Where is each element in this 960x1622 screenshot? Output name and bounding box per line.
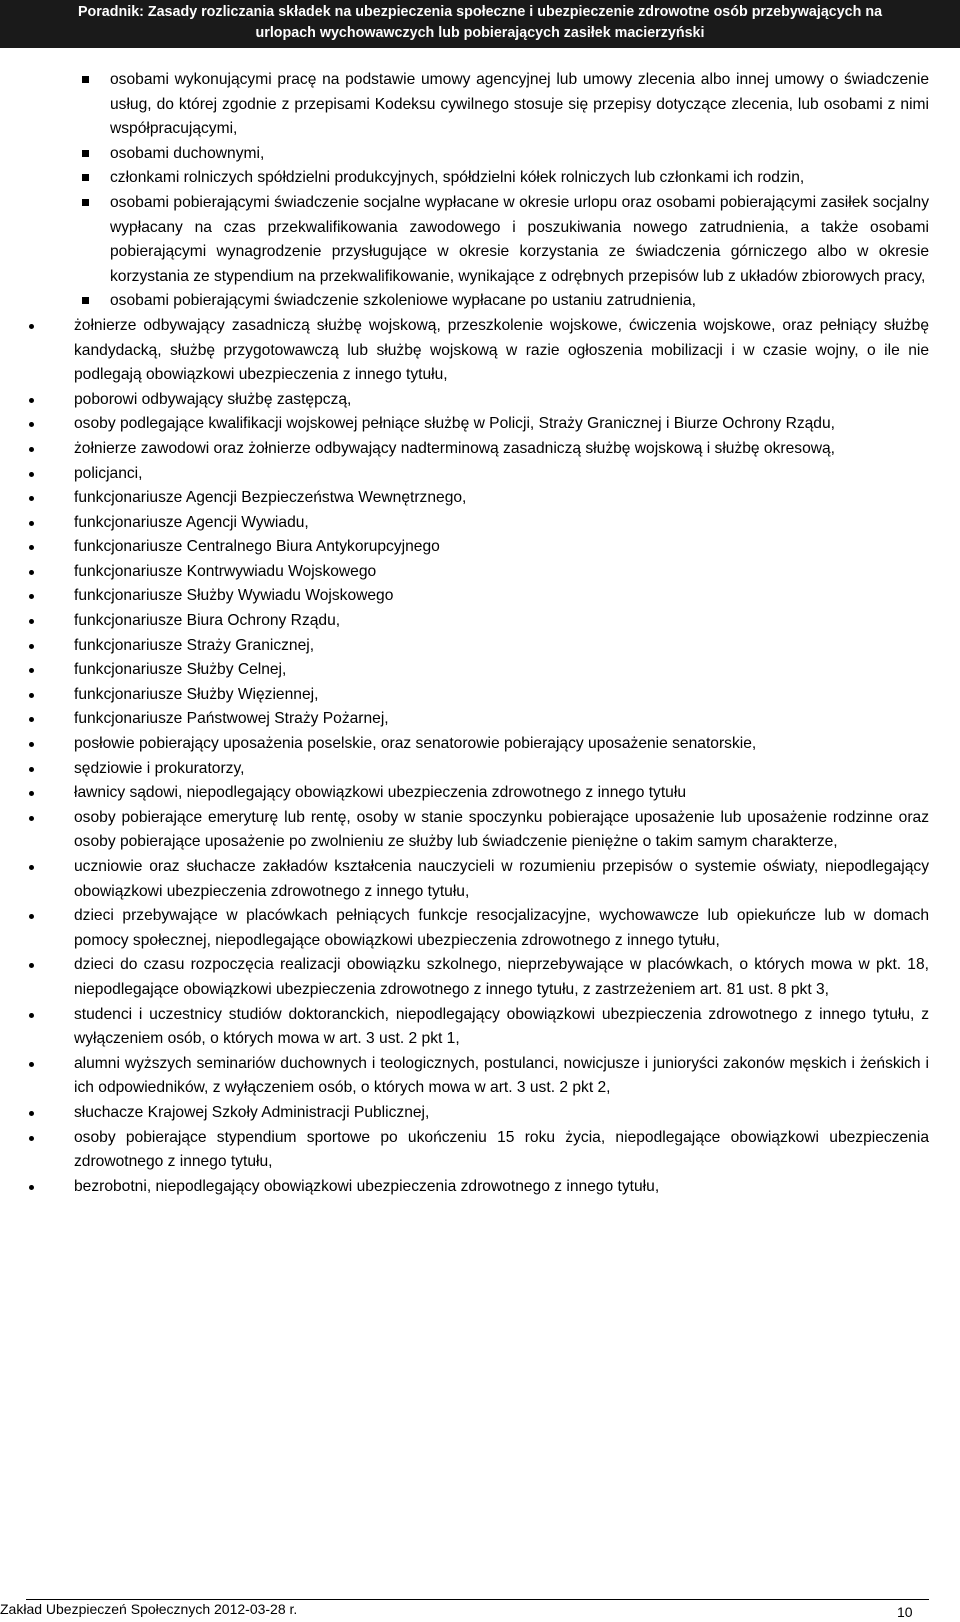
list-item [26, 707, 929, 732]
list-item [26, 1052, 929, 1101]
bullet-dot-icon [29, 668, 34, 673]
list-item-text: posłowie pobierający uposażenia poselskie, oraz senatorowie pobierający uposażenie senatorskie, [74, 735, 757, 753]
bullet-dot-icon [29, 742, 34, 747]
bullet-dot-icon [29, 324, 34, 329]
sub-list-item [26, 68, 929, 142]
list-item [26, 511, 929, 536]
bullet-dot-icon [29, 1062, 34, 1067]
list-item-text: osoby pobierające stypendium sportowe po ukończeniu 15 roku życia, niepodlegające obowiązkowi ubezpieczenia zdrowotnego z innego tytułu, [74, 1128, 929, 1171]
square-bullet-icon [82, 199, 89, 206]
bullet-dot-icon [29, 791, 34, 796]
sub-list-item [26, 191, 929, 289]
bullet-dot-icon [29, 398, 34, 403]
list-item [26, 462, 929, 487]
list-item [26, 953, 929, 1002]
bullet-dot-icon [29, 693, 34, 698]
list-item-text: alumni wyższych seminariów duchownych i teologicznych, postulanci, nowicjusze i junioryści zakonów męskich i żeńskich i ich odpowiedników, z wyłączeniem osób, o których mowa w art. 3 ust. 2 pkt 2, [74, 1054, 929, 1097]
bullet-dot-icon [29, 644, 34, 649]
bullet-dot-icon [29, 521, 34, 526]
bullet-dot-icon [29, 914, 34, 919]
list-item [26, 412, 929, 437]
list-item [26, 609, 929, 634]
list-item [26, 1003, 929, 1052]
list-item-text: osoby podlegające kwalifikacji wojskowej pełniące służbę w Policji, Straży Granicznej i Biurze Ochrony Rządu, [74, 415, 835, 433]
document-body [26, 68, 929, 1199]
footer-organization-date: Zakład Ubezpieczeń Społecznych 2012-03-28 r. [0, 1601, 298, 1617]
list-item-text: ławnicy sądowi, niepodlegający obowiązkowi ubezpieczenia zdrowotnego z innego tytułu [74, 784, 686, 802]
list-item-text: funkcjonariusze Straży Granicznej, [74, 636, 315, 654]
bullet-dot-icon [29, 422, 34, 427]
list-item [26, 584, 929, 609]
bullet-dot-icon [29, 472, 34, 477]
bullet-dot-icon [29, 767, 34, 772]
list-item [26, 683, 929, 708]
list-item-text: osobami pobierającymi świadczenie szkoleniowe wypłacane po ustaniu zatrudnienia, [110, 292, 696, 310]
list-item [26, 732, 929, 757]
sub-list-item [26, 166, 929, 191]
list-item-text: dzieci do czasu rozpoczęcia realizacji obowiązku szkolnego, nieprzebywające w placówkach, o których mowa w pkt. 18, niepodlegające obowiązkowi ubezpieczenia zdrowotnego z innego tytułu, z zastrzeżeniem art. 81 ust. 8 pkt 3, [74, 956, 929, 998]
list-item-text: osobami pobierającymi świadczenie socjalne wypłacane w okresie urlopu oraz osobami pobierającymi zasiłek socjalny wypłacany na czas przekwalifikowania zawodowego i poszukiwania nowego zatrudnienia, a także osobami pobierającymi wynagrodzenie przysługujące w okresie korzystania ze świadczenia górniczego albo w okresie korzystania ze stypendium na przekwalifikowanie, wynikające z odrębnych przepisów lub z układów zbiorowych pracy, [110, 193, 929, 285]
list-item [26, 1101, 929, 1126]
bullet-dot-icon [29, 545, 34, 550]
list-item [26, 904, 929, 953]
list-item-text: żołnierze zawodowi oraz żołnierze odbywający nadterminową zasadniczą służbę wojskową i służbę okresową, [74, 439, 836, 457]
list-item [26, 535, 929, 560]
list-item [26, 388, 929, 413]
list-item-text: studenci i uczestnicy studiów doktoranckich, niepodlegający obowiązkowi ubezpieczenia zdrowotnego z innego tytułu, z wyłączeniem osób, o których mowa w art. 3 ust. 2 pkt 1, [74, 1005, 929, 1048]
list-item-text: funkcjonariusze Agencji Bezpieczeństwa Wewnętrznego, [74, 489, 467, 507]
list-item-text: bezrobotni, niepodlegający obowiązkowi ubezpieczenia zdrowotnego z innego tytułu, [74, 1177, 660, 1195]
bullet-dot-icon [29, 496, 34, 501]
list-item [26, 1126, 929, 1175]
list-item [26, 781, 929, 806]
bullet-dot-icon [29, 570, 34, 575]
list-item-text: żołnierze odbywający zasadniczą służbę wojskową, przeszkolenie wojskowe, ćwiczenia wojskowe, oraz pełniący służbę kandydacką, służbę przygotowawczą lub służbę wojskową w razie ogłoszenia mobilizacji i w czasie wojny, o ile nie podlegają obowiązkowi ubezpieczenia z innego tytułu, [74, 316, 929, 384]
list-item [26, 855, 929, 904]
bullet-dot-icon [29, 619, 34, 624]
list-item-text: funkcjonariusze Agencji Wywiadu, [74, 513, 309, 531]
square-bullet-icon [82, 174, 89, 181]
list-item-text: słuchacze Krajowej Szkoły Administracji Publicznej, [74, 1103, 430, 1121]
list-item-text: funkcjonariusze Służby Więziennej, [74, 685, 319, 703]
list-item [26, 658, 929, 683]
list-item-text: funkcjonariusze Służby Wywiadu Wojskowego [74, 587, 394, 605]
square-bullet-sublist [26, 68, 929, 314]
bullet-dot-icon [29, 1013, 34, 1018]
list-item-text: funkcjonariusze Państwowej Straży Pożarnej, [74, 710, 389, 728]
list-item-text: osobami duchownymi, [110, 144, 265, 162]
list-item [26, 1175, 929, 1200]
list-item-text: funkcjonariusze Centralnego Biura Antykorupcyjnego [74, 538, 440, 556]
page-header [0, 0, 960, 48]
square-bullet-icon [82, 150, 89, 157]
list-item-text: funkcjonariusze Biura Ochrony Rządu, [74, 612, 341, 630]
list-item-text: osobami wykonującymi pracę na podstawie umowy agencyjnej lub umowy zlecenia albo innej umowy o świadczenie usług, do której zgodnie z przepisami Kodeksu cywilnego stosuje się przepisy dotyczące zlecenia, lub osobami z nimi współpracującymi, [110, 71, 929, 138]
bullet-dot-icon [29, 447, 34, 452]
bullet-dot-icon [29, 1111, 34, 1116]
page-number: 10 [897, 1604, 913, 1620]
bullet-dot-icon [29, 594, 34, 599]
list-item-text: funkcjonariusze Kontrwywiadu Wojskowego [74, 562, 377, 580]
list-item-text: funkcjonariusze Służby Celnej, [74, 661, 287, 679]
sub-list-item [26, 289, 929, 314]
bullet-dot-icon [29, 717, 34, 722]
list-item-text: sędziowie i prokuratorzy, [74, 759, 245, 777]
list-item [26, 437, 929, 462]
list-item [26, 806, 929, 855]
header-title-line-2: urlopach wychowawczych lub pobierających zasiłek macierzyński [255, 25, 705, 41]
bullet-dot-icon [29, 1136, 34, 1141]
list-item [26, 560, 929, 585]
sub-list-item [26, 142, 929, 167]
list-item-text: dzieci przebywające w placówkach pełniących funkcje resocjalizacyjne, wychowawcze lub opiekuńcze lub w domach pomocy społecznej, niepodlegające obowiązkowi ubezpieczenia zdrowotnego z innego tytułu, [74, 907, 929, 949]
list-item-text: uczniowie oraz słuchacze zakładów kształcenia nauczycieli w rozumieniu przepisów o systemie oświaty, niepodlegający obowiązkowi ubezpieczenia zdrowotnego z innego tytułu, [74, 858, 929, 900]
list-item-text: poborowi odbywający służbę zastępczą, [74, 390, 352, 408]
list-item-text: policjanci, [74, 464, 143, 482]
bullet-dot-icon [29, 865, 34, 870]
list-item [26, 757, 929, 782]
list-item-text: członkami rolniczych spółdzielni produkcyjnych, spółdzielni kółek rolniczych lub członkami ich rodzin, [110, 169, 805, 187]
round-bullet-list [26, 314, 929, 1199]
list-item-text: osoby pobierające emeryturę lub rentę, osoby w stanie spoczynku pobierające uposażenie lub uposażenie rodzinne oraz osoby pobierające uposażenie po zwolnieniu ze służby lub świadczenie pieniężne o takim samym charakterze, [74, 808, 929, 851]
list-item [26, 634, 929, 659]
bullet-dot-icon [29, 963, 34, 968]
list-item [26, 314, 929, 388]
square-bullet-icon [82, 76, 89, 83]
header-title-line-1: Poradnik: Zasady rozliczania składek na ubezpieczenia społeczne i ubezpieczenie zdrowotne osób przebywających na [77, 4, 883, 20]
list-item [26, 486, 929, 511]
square-bullet-icon [82, 297, 89, 304]
bullet-dot-icon [29, 1185, 34, 1190]
bullet-dot-icon [29, 816, 34, 821]
